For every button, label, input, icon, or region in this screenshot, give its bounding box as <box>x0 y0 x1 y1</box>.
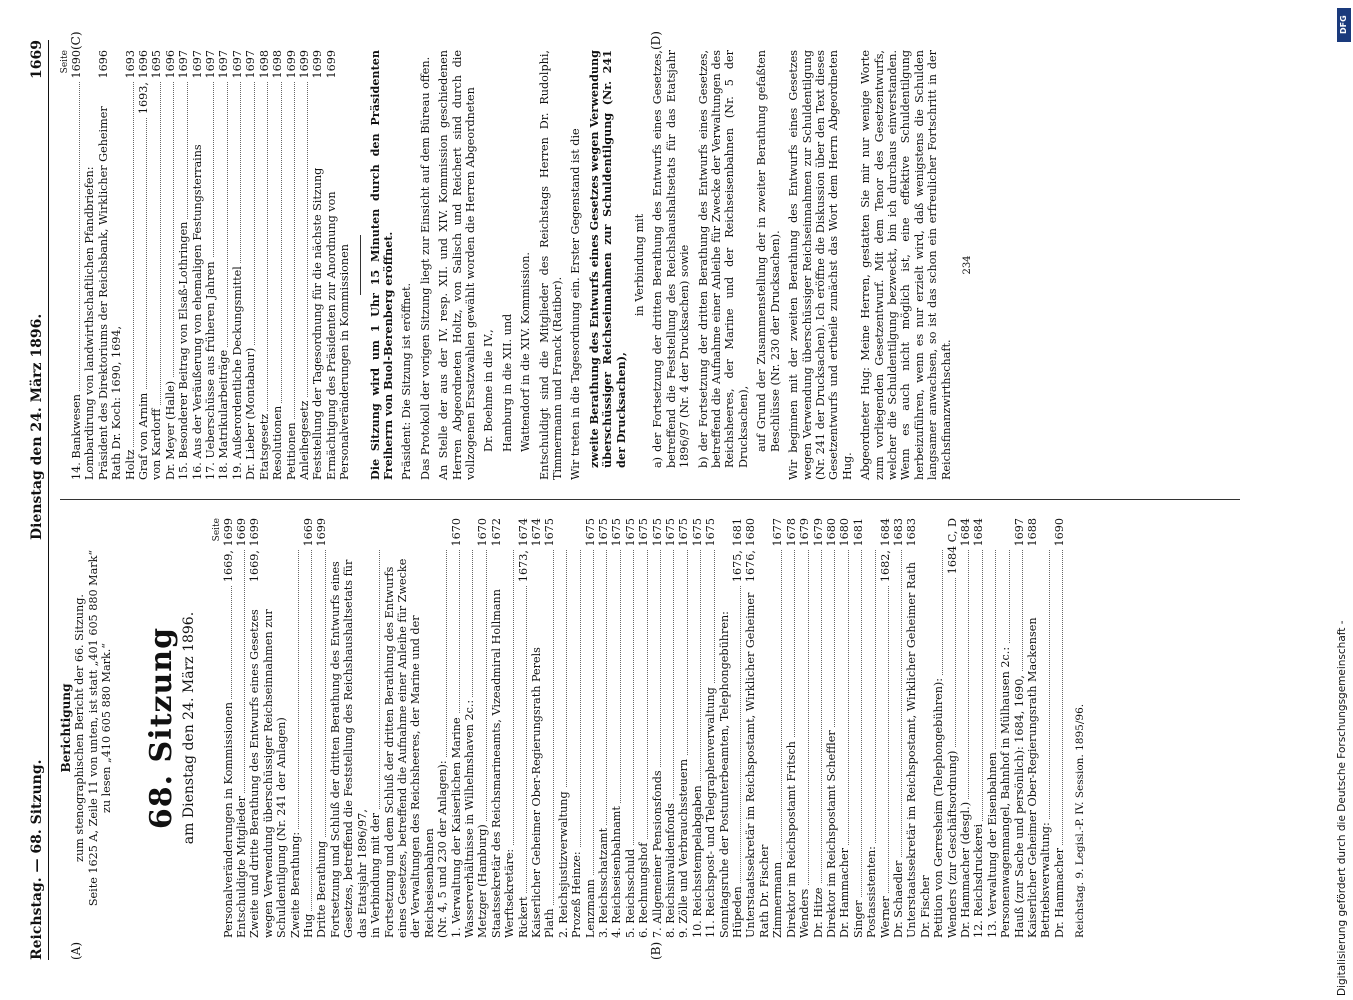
paragraph: zweite Berathung des Entwurfs eines Gesetzes wegen Verwendung überschüssiger Reichseinnahmen zur Schuldentilgung (Nr. 241 der Drucksachen), <box>586 50 628 468</box>
toc-entry <box>932 518 945 938</box>
toc-entry-text: 2. Reichsjustizverwaltung <box>557 788 570 938</box>
toc-entry-text: Kaiserlicher Geheimer Ober-Regierungsrath Perels <box>530 644 543 938</box>
toc-entry <box>325 50 352 480</box>
toc-entry <box>651 518 664 938</box>
paragraph: Dr. Boehme in die IV., <box>482 329 496 452</box>
correction-line: zu lesen „410 605 880 Mark.“ <box>100 642 114 814</box>
toc-entry <box>557 518 570 938</box>
toc-entry-page: 1699 <box>315 518 329 547</box>
toc-entry-page: 1674 <box>529 518 543 547</box>
toc-entry-text: 3. Reichsschatzamt <box>597 825 610 938</box>
paragraph: Präsident: Die Sitzung ist eröffnet. <box>400 282 414 480</box>
toc-entry <box>311 50 324 480</box>
toc-entry-page: 1690 <box>70 50 83 79</box>
toc-entry <box>369 518 382 938</box>
toc-entry <box>164 50 177 480</box>
toc-entry-page: 1679 <box>811 518 825 547</box>
correction-line: Seite 1625 A, Zeile 11 von unten, ist statt „401 605 880 Mark“ <box>86 549 100 907</box>
left-column <box>60 518 1088 938</box>
toc-entry-text: Postassistenten: <box>865 843 878 938</box>
paragraph: An Stelle der aus der IV. resp. XII. und XIV. Kommission geschiedenen Herren Abgeordneten Holtz, von Salisch und Reichert sind durch die vollzogenen Ersatzwahlen gewählt worden die Herren Abgeordneten <box>437 50 477 480</box>
toc-entry-page: 1680 <box>838 518 852 547</box>
toc-entry-text: Etatsgesetz <box>258 411 271 480</box>
toc-entry-text: Unterstaatssekretär im Reichspostamt, Wirklicher Geheimer Rath Dr. Fischer <box>744 592 771 938</box>
toc-entry <box>704 518 717 938</box>
toc-entry <box>744 518 771 938</box>
paragraph: Wattendorf in die XIV. Kommission. <box>519 252 533 452</box>
toc-entry <box>315 518 328 938</box>
toc-entry-page: 1675 <box>704 518 718 547</box>
toc-entry <box>476 518 489 938</box>
toc-entry-text: Präsident des Direktoriums der Reichsbank, Wirklicher Geheimer Rath Dr. Koch: 1690, 1694, <box>96 106 124 480</box>
toc-entry-text: Zimmermann <box>771 859 784 938</box>
toc-entry <box>258 50 271 480</box>
page-footer: Reichstag. 9. Legisl.-P. IV. Session. 1895/96. <box>1074 703 1087 938</box>
toc-entry-page: 1683 <box>905 518 919 547</box>
toc-entry-page: 1684 C, D <box>945 518 959 575</box>
toc-entry <box>959 518 972 938</box>
toc-entry-text: 7. Allgemeiner Pensionsfonds <box>651 767 664 938</box>
paragraph: Die Sitzung wird um 1 Uhr 15 Minuten durch den Präsidenten Freiherrn von Buol-Berenberg eröffnet. <box>367 50 395 480</box>
toc-entry <box>83 50 96 480</box>
toc-entry <box>798 518 811 938</box>
toc-entry-text: Dr. Meyer (Halle) <box>164 378 177 480</box>
toc-entry-page: 1680 <box>824 518 838 547</box>
dfg-logo: DFG <box>1337 8 1351 42</box>
toc-entry-page: 1697 <box>217 50 231 79</box>
toc-entry-text: Petition von Gerresheim (Telephongebühren): <box>932 675 945 938</box>
toc-entry-page: 1678 <box>784 518 798 547</box>
toc-entry <box>1039 518 1052 938</box>
toc-entry-page: 1684 <box>958 518 972 547</box>
toc-entry <box>637 518 650 938</box>
toc-entry <box>691 518 704 938</box>
toc-entry-page: 1675 <box>610 518 624 547</box>
toc-entry-text: Zweite und dritte Berathung des Entwurfs eines Gesetzes wegen Verwendung überschüssiger Reichseinnahmen zur Schuldentilgung (Nr. 241 der Anlagen) <box>248 609 289 938</box>
toc-entry-page: 1699 <box>284 50 298 79</box>
toc-entry-text: 15. Besonderer Beitrag von Elsaß-Lothringen <box>177 219 190 480</box>
toc-entry-text: Graf von Arnim <box>137 390 150 480</box>
toc-entry-page: 1670 <box>476 518 490 547</box>
session-date: am Dienstag den 24. März 1896. <box>180 611 197 845</box>
toc-entry-page: 1672 <box>489 518 503 547</box>
toc-entry-text: Personalveränderungen in Kommissionen <box>222 699 235 938</box>
toc-entry-page: 1675 <box>623 518 637 547</box>
toc-entry <box>191 50 204 480</box>
toc-entry <box>825 518 838 938</box>
toc-entry-text: Lenzmann <box>584 876 597 938</box>
toc-entry-text: 4. Reichseisenbahnamt <box>610 803 623 938</box>
toc-entry-text: Dr. Hitze <box>812 884 825 938</box>
toc-entry-text: Direktor im Reichspostamt Fritsch <box>785 738 798 938</box>
toc-entry-page: 1697 <box>190 50 204 79</box>
toc-entry <box>771 518 784 938</box>
toc-entry <box>785 518 798 938</box>
toc-entry-text: Anleihegesetz <box>298 398 311 480</box>
toc-entry-text: Holtz <box>124 447 137 480</box>
toc-entry-page: 1675 <box>637 518 651 547</box>
toc-entry <box>731 518 744 938</box>
toc-entry-page: 1682, 1684 <box>878 518 892 583</box>
toc-entry-page: 1698 <box>257 50 271 79</box>
toc-entry-text: 11. Reichspost- und Telegraphenverwaltung <box>704 684 717 938</box>
column-rule <box>60 499 1240 500</box>
paragraph: Wir beginnen mit der zweiten Berathung des Entwurfs eines Gesetzes wegen Verwendung überschüssiger Reichseinnahmen zur Schuldentilgung (Nr. 241 der Drucksachen). Ich eröffne die Diskussion über den Text dieses Gesetzentwurfs und ertheile zunächst das Wort dem Herrn Abgeordneten Hug. <box>787 50 854 480</box>
correction-line: zum stenographischen Bericht der 66. Sitzung. <box>73 594 87 862</box>
toc-entry-page: 1681 <box>851 518 865 547</box>
toc-entry-text: Zweite Berathung: <box>289 829 302 938</box>
toc-entry-text: Dr. Lieber (Montabaur) <box>244 345 257 480</box>
toc-entry-text: Dritte Berathung <box>315 838 328 938</box>
toc-entry <box>664 518 677 938</box>
toc-entry <box>97 50 124 480</box>
toc-entry-text: Prozeß Heinze: <box>570 848 583 938</box>
toc-entry-text: Kaiserlicher Geheimer Ober-Regierungsrath Mackensen <box>1026 614 1039 938</box>
margin-letter-b: (B) <box>649 941 663 960</box>
toc-entry-text: 12. Reichsdruckerei <box>972 821 985 938</box>
toc-entry <box>905 518 932 938</box>
toc-entry <box>503 518 516 938</box>
toc-entry <box>1053 518 1066 938</box>
table-of-contents-left <box>222 518 1067 938</box>
toc-entry <box>329 518 369 938</box>
toc-entry-text: Direktor im Reichspostamt Scheffler <box>825 727 838 938</box>
toc-entry <box>231 50 244 480</box>
running-head-date: Dienstag den 24. März 1896. <box>28 313 45 540</box>
running-head <box>18 40 49 960</box>
toc-entry-text: Resolutionen <box>271 403 284 480</box>
toc-entry <box>222 518 235 938</box>
toc-entry-text: 17. Ueberschüsse aus früheren Jahren <box>204 258 217 480</box>
toc-entry-text: 9. Zölle und Verbrauchssteuern <box>677 756 690 938</box>
paragraph: Das Protokoll der vorigen Sitzung liegt zur Einsicht auf dem Büreau offen. <box>418 56 432 480</box>
toc-entry-page: 1675 <box>543 518 557 547</box>
toc-entry-text: Fortsetzung und dem Schluß der dritten Berathung des Entwurfs eines Gesetzes, betreffend die Aufnahme einer Anleihe für Zwecke der Verwaltungen des Reichsheeres, der Marine und der Reichseisenbahnen <box>382 558 436 938</box>
toc-entry <box>177 50 190 480</box>
toc-entry <box>812 518 825 938</box>
session-title: 68. Sitzung <box>143 626 179 830</box>
toc-entry-text: Betriebsverwaltung: <box>1039 819 1052 938</box>
toc-entry-text: 13. Verwaltung der Eisenbahnen <box>986 749 999 938</box>
toc-entry-page: 1690 <box>1052 518 1066 547</box>
toc-entry-text: Lombardirung von landwirthschaftlichen Pfandbriefen: <box>83 164 96 480</box>
toc-entry-text: Rickert <box>517 893 530 938</box>
toc-entry <box>450 518 463 938</box>
toc-entry-text: 8. Reichsinvalidenfonds <box>664 800 677 938</box>
toc-entry-page: 1670 <box>449 518 463 547</box>
toc-entry <box>624 518 637 938</box>
toc-entry-page: 1669, 1699 <box>221 518 235 583</box>
toc-entry <box>289 518 302 938</box>
toc-entry-page: 1688 <box>1026 518 1039 547</box>
toc-entry-text: von Kardorff <box>150 406 163 480</box>
toc-entry-page: 1675 <box>690 518 704 547</box>
toc-entry-page: 1697 <box>230 50 244 79</box>
toc-entry <box>892 518 905 938</box>
toc-entry-text: Hüpeden <box>731 883 744 938</box>
toc-entry <box>530 518 543 938</box>
toc-entry-page: 1696 <box>96 50 110 79</box>
toc-entry <box>204 50 217 480</box>
toc-entry-text: Werftsekretäre: <box>503 846 516 938</box>
toc-entry <box>838 518 851 938</box>
toc-entry-text: 6. Rechnungshof <box>637 840 650 938</box>
toc-entry-page: 1675, 1681 <box>731 518 745 583</box>
correction-heading: Berichtigung <box>59 683 73 773</box>
toc-entry-page: 1684 <box>972 518 986 547</box>
toc-entry <box>217 50 230 480</box>
toc-entry <box>248 518 288 938</box>
toc-entry-text: Wenders <box>798 886 811 938</box>
toc-entry <box>1026 518 1039 938</box>
toc-entry <box>244 50 257 480</box>
table-of-contents-right <box>70 50 352 480</box>
toc-entry-text: 19. Außerordentliche Deckungsmittel <box>231 263 244 480</box>
toc-entry-page: 1695 <box>150 50 164 79</box>
running-head-left: Reichstag. — 68. Sitzung. <box>28 759 45 960</box>
paragraph: a) der Fortsetzung der dritten Berathung des Entwurfs eines Gesetzes, betreffend die Feststellung des Reichshaushaltsetats für das Etatsjahr 1896/97 (Nr. 4 der Drucksachen) sowie <box>651 50 692 468</box>
toc-entry-page: 1675 <box>597 518 610 547</box>
divider <box>360 235 361 295</box>
paragraph: Hamburg in die XII. und <box>500 313 514 452</box>
toc-entry <box>852 518 865 938</box>
page-number-top: 1669 <box>28 40 45 79</box>
toc-entry <box>543 518 556 938</box>
right-column <box>60 50 974 480</box>
toc-entry-page: 1675 <box>677 518 691 547</box>
toc-entry-page: 1693 <box>123 50 137 79</box>
toc-entry <box>584 518 597 938</box>
margin-letter-d: (D) <box>649 31 663 50</box>
toc-entry-page: 1699 <box>324 50 338 79</box>
page-number-bottom: 234 <box>961 255 973 275</box>
toc-entry <box>150 50 163 480</box>
toc-entry-text: Personenwagenmangel, Bahnhof in Mülhausen 2c.: <box>999 644 1012 938</box>
toc-entry-text: Wasserverhältnisse in Wilhelmshaven 2c.: <box>463 697 476 938</box>
toc-entry <box>610 518 623 938</box>
toc-entry <box>718 518 731 938</box>
toc-entry-text: Dr. Schaedler <box>892 858 905 938</box>
seite-label: Seite <box>60 50 70 74</box>
paragraph: Abgeordneter Hug: Meine Herren, gestatten Sie mir nur wenige Worte zum vorliegenden Gesetzentwurf. Mit dem Tenor des Gesetzentwurfs, welcher die Schuldentilgung bezweckt, bin ich durchaus einverstanden. Wenn es auch nicht möglich ist, eine effektive Schuldentilgung herbeizuführen, wenn es nur erzielt wird, daß wenigstens die Schulden langsamer anwachsen, so ist das schon ein erfreulicher Fortschritt in der Reichsfinanzwirthschaft. <box>859 50 953 480</box>
toc-entry <box>1013 518 1026 938</box>
toc-entry-text: Hauß (zur Sache und persönlich): 1684, 1690, <box>1013 672 1026 938</box>
toc-entry-text: Werner <box>879 893 892 938</box>
toc-entry-text: Dr. Hammacher <box>838 845 851 938</box>
toc-entry-text: Sonntagsruhe der Postunterbeamten, Telephongebühren: <box>718 608 731 938</box>
toc-entry <box>597 518 610 938</box>
toc-entry <box>999 518 1012 938</box>
toc-entry <box>490 518 503 938</box>
toc-entry-text: Hug <box>302 911 315 938</box>
toc-entry-text: Ermächtigung des Präsidenten zur Anordnung von Personalveränderungen in Kommissionen <box>324 191 352 480</box>
margin-letter-c: (C) <box>69 31 83 50</box>
toc-entry <box>677 518 690 938</box>
toc-entry-text: Entschuldigte Mitglieder <box>235 793 248 938</box>
toc-entry-page: 1675 <box>650 518 664 547</box>
paragraph: Wir treten in die Tagesordnung ein. Erster Gegenstand ist die <box>569 128 583 480</box>
toc-entry-text: Metzger (Hamburg) <box>476 821 489 938</box>
toc-entry-text: Singer <box>852 897 865 938</box>
toc-entry <box>302 518 315 938</box>
toc-entry-text: Fortsetzung und Schluß der dritten Berathung des Entwurfs eines Gesetzes, betreffend die Feststellung des Reichshaushaltsetats für das Etatsjahr 1896/97, <box>328 559 369 938</box>
toc-entry-text: 16. Aus der Veräußerung von ehemaligen Festungsterrains <box>191 141 204 480</box>
toc-entry-text: Wenders (zur Geschäftsordnung) <box>946 748 959 938</box>
toc-entry-page: 1669 <box>235 518 249 547</box>
toc-entry-text: Plath <box>543 906 556 938</box>
toc-entry-page: 1699 <box>297 50 311 79</box>
toc-entry-page: 1697 <box>1012 518 1026 547</box>
toc-entry <box>865 518 878 938</box>
toc-entry <box>570 518 583 938</box>
toc-entry-page: 1669 <box>302 518 316 547</box>
toc-entry-page: 1677 <box>771 518 785 547</box>
toc-entry-page: 1669, 1699 <box>248 518 262 583</box>
paragraph: Entschuldigt sind die Mitglieder des Reichstags Herren Dr. Rudolphi, Timmermann und Franck (Ratibor). <box>537 50 564 480</box>
toc-entry-text: Feststellung der Tagesordnung für die nächste Sitzung <box>311 165 324 480</box>
toc-entry-text: 5. Reichsschuld <box>624 846 637 938</box>
toc-entry <box>986 518 999 938</box>
toc-entry <box>70 50 83 480</box>
toc-entry-text: 1. Verwaltung der Kaiserlichen Marine <box>450 714 463 938</box>
dfg-notice: Digitalisierung gefördert durch die Deutsche Forschungsgemeinschaft - <box>1336 620 1348 996</box>
toc-entry-text: Petitionen <box>285 419 298 480</box>
toc-entry-text: 10. Reichsstempelabgaben <box>691 782 704 938</box>
margin-letter-a: (A) <box>69 941 83 960</box>
toc-entry <box>879 518 892 938</box>
toc-entry-page: 1673, 1674 <box>516 518 530 583</box>
toc-entry-page: 1698 <box>271 50 285 79</box>
toc-entry-text: 14. Bankwesen <box>70 391 83 480</box>
toc-entry-text: in Verbindung mit der <box>369 810 382 938</box>
toc-entry-page: 1697 <box>177 50 191 79</box>
toc-entry <box>285 50 298 480</box>
paragraph: auf Grund der Zusammenstellung der in zweiter Berathung gefaßten Beschlüsse (Nr. 230 der Drucksachen). <box>755 50 782 452</box>
toc-entry <box>298 50 311 480</box>
toc-entry <box>271 50 284 480</box>
toc-entry-page: 1697 <box>244 50 258 79</box>
toc-entry-page: 1696 <box>163 50 177 79</box>
toc-entry-text: 18. Matrikularbeiträge <box>217 347 230 480</box>
toc-entry-page: 1675 <box>583 518 597 547</box>
toc-entry <box>383 518 437 938</box>
toc-entry-text: (Nr. 4, 5 und 230 der Anlagen): <box>436 757 449 938</box>
toc-entry-text: Dr. Hammacher <box>1053 845 1066 938</box>
toc-entry-page: 1683 <box>891 518 905 547</box>
toc-entry-text: Unterstaatssekretär im Reichspostamt, Wirklicher Geheimer Rath Dr. Fischer <box>905 562 932 938</box>
toc-entry-page: 1699 <box>311 50 325 79</box>
toc-entry-page: 1675 <box>664 518 678 547</box>
toc-entry <box>517 518 530 938</box>
toc-entry-page: 1676, 1680 <box>744 518 758 583</box>
toc-entry <box>235 518 248 938</box>
toc-entry <box>946 518 959 938</box>
toc-entry <box>463 518 476 938</box>
paragraph: in Verbindung mit <box>633 213 647 317</box>
seite-label: Seite <box>211 518 222 542</box>
toc-entry-page: 1693, 1696 <box>137 50 151 115</box>
toc-entry-text: Dr. Hammacher (desgl.) <box>959 799 972 938</box>
toc-entry-page: 1679 <box>798 518 812 547</box>
toc-entry <box>436 518 449 938</box>
toc-entry-page: 1697 <box>204 50 218 79</box>
toc-entry <box>137 50 150 480</box>
toc-entry <box>972 518 985 938</box>
toc-entry-text: Staatssekretär des Reichsmarineamts, Vizeadmiral Hollmann <box>490 586 503 938</box>
paragraph: b) der Fortsetzung der dritten Berathung des Entwurfs eines Gesetzes, betreffend die Aufnahme einer Anleihe für Zwecke der Verwaltungen des Reichsheeres, der Marine und der Reichseisenbahnen (Nr. 5 der Drucksachen), <box>696 50 750 468</box>
toc-entry <box>124 50 137 480</box>
